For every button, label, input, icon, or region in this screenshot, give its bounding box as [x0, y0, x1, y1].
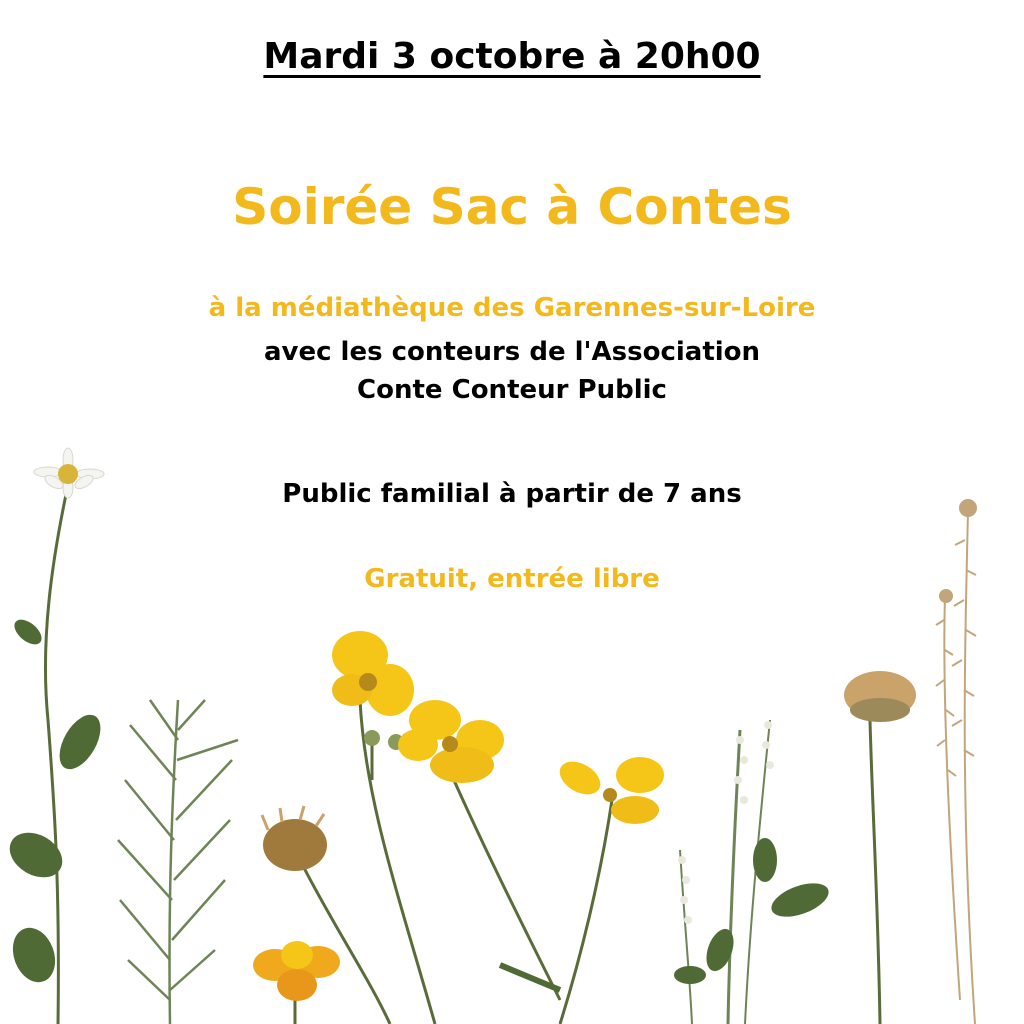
event-performers-line2: Conte Conteur Public: [357, 375, 667, 405]
daisy-plant-icon: [2, 448, 109, 1024]
event-price: Gratuit, entrée libre: [364, 564, 660, 594]
event-date: Mardi 3 octobre à 20h00: [263, 36, 761, 77]
dried-clover-icon: [844, 671, 916, 1024]
event-performers-line1: avec les conteurs de l'Association: [263, 337, 761, 367]
buttercup-plant-icon: [332, 631, 560, 1024]
event-audience: Public familial à partir de 7 ans: [282, 479, 742, 509]
orange-flower-icon: [253, 941, 340, 1024]
sweet-clover-plant-icon: [674, 720, 833, 1024]
rosemary-plant-icon: [118, 700, 238, 1024]
yellow-flower-icon: [500, 755, 664, 1024]
event-venue: à la médiathèque des Garennes-sur-Loire: [208, 293, 816, 323]
event-title: Soirée Sac à Contes: [232, 178, 792, 236]
